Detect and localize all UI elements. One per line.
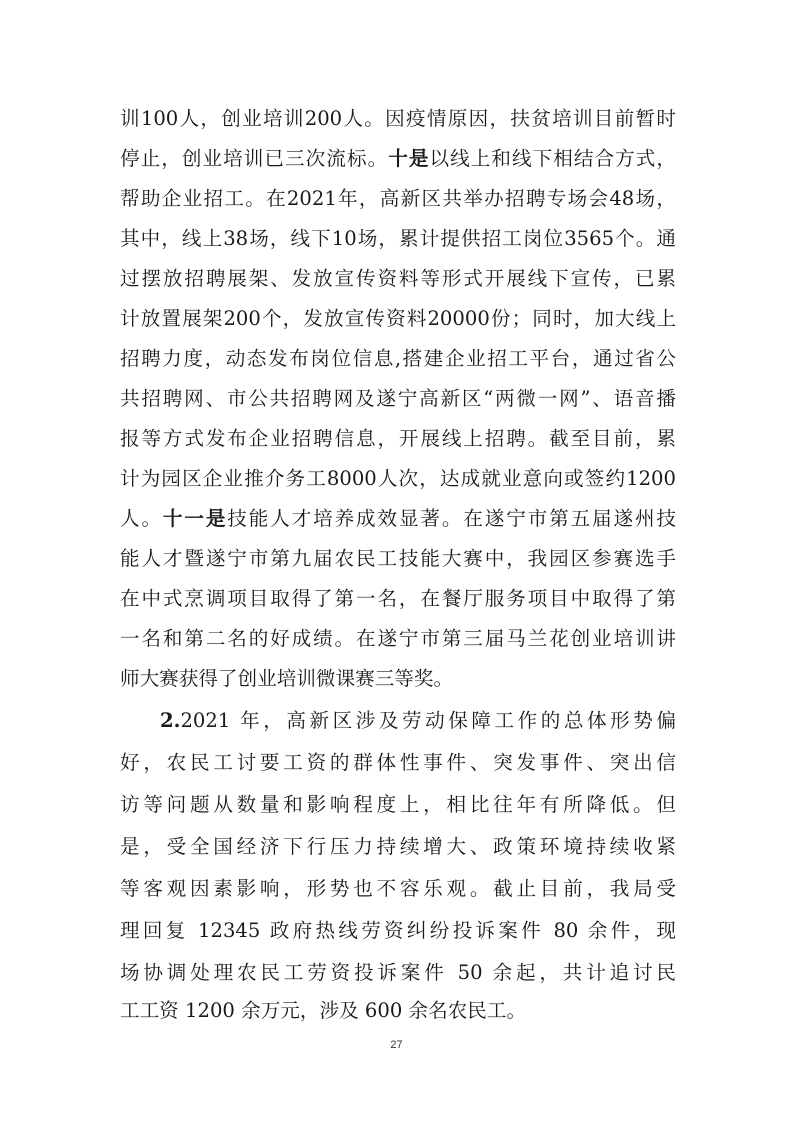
p1-line-5: 过摆放招聘展架、发放宣传资料等形式开展线下宣传，已累 [120, 267, 676, 290]
p2-line-6: 理回复 12345 政府热线劳资纠纷投诉案件 80 余件，现 [120, 919, 676, 942]
p1-line-15: 师大赛获得了创业培训微课赛三等奖。 [120, 667, 454, 690]
p2-line-7: 场协调处理农民工劳资投诉案件 50 余起，共计追讨民 [120, 961, 676, 984]
p1-line-4: 其中，线上38场，线下10场，累计提供招工岗位3565个。通 [120, 227, 676, 250]
p1-line-1: 训100人，创业培训200人。因疫情原因，扶贫培训目前暂时 [120, 107, 676, 130]
page-number: 27 [390, 1039, 403, 1051]
p2-line-1-rest: 2021 年，高新区涉及劳动保障工作的总体形势偏 [180, 709, 676, 732]
p1-line-2-bold: 十是 [388, 147, 430, 170]
p2-line-8: 工工资 1200 余万元，涉及 600 余名农民工。 [120, 999, 527, 1022]
p1-line-11-bold: 十一是 [162, 507, 228, 530]
p1-line-10: 计为园区企业推介务工8000人次，达成就业意向或签约1200 [120, 467, 676, 490]
p1-line-6: 计放置展架200个，发放宣传资料20000份；同时，加大线上 [120, 307, 676, 330]
p1-line-14: 一名和第二名的好成绩。在遂宁市第三届马兰花创业培训讲 [120, 627, 676, 650]
p1-line-12: 能人才暨遂宁市第九届农民工技能大赛中，我园区参赛选手 [120, 547, 676, 570]
p1-line-3: 帮助企业招工。在2021年，高新区共举办招聘专场会48场， [120, 187, 676, 210]
p1-line-2-text: 停止，创业培训已三次流标。 [120, 147, 389, 170]
p1-line-7: 招聘力度，动态发布岗位信息,搭建企业招工平台，通过省公 [120, 347, 676, 370]
p1-line-9: 报等方式发布企业招聘信息，开展线上招聘。截至目前，累 [120, 427, 676, 450]
p1-line-11-text: 人。 [120, 507, 163, 530]
p1-line-2 [120, 142, 676, 176]
p2-line-1-bold: 2. [160, 709, 181, 732]
p2-line-3: 访等问题从数量和影响程度上，相比往年有所降低。但 [120, 793, 676, 816]
p2-line-5: 等客观因素影响，形势也不容乐观。截止目前，我局受 [120, 877, 676, 900]
p2-line-4: 是，受全国经济下行压力持续增大、政策环境持续收紧 [120, 835, 676, 858]
p2-line-1 [160, 704, 676, 738]
p1-line-2-rest: 以线上和线下相结合方式， [429, 147, 676, 170]
p1-line-13: 在中式烹调项目取得了第一名，在餐厅服务项目中取得了第 [120, 587, 676, 610]
p1-line-11-rest: 技能人才培养成效显著。在遂宁市第五届遂州技 [227, 507, 676, 530]
p1-line-8: 共招聘网、市公共招聘网及遂宁高新区“两微一网”、语音播 [120, 387, 676, 410]
p2-line-2: 好，农民工讨要工资的群体性事件、突发事件、突出信 [120, 751, 676, 774]
p1-line-11 [120, 502, 676, 536]
